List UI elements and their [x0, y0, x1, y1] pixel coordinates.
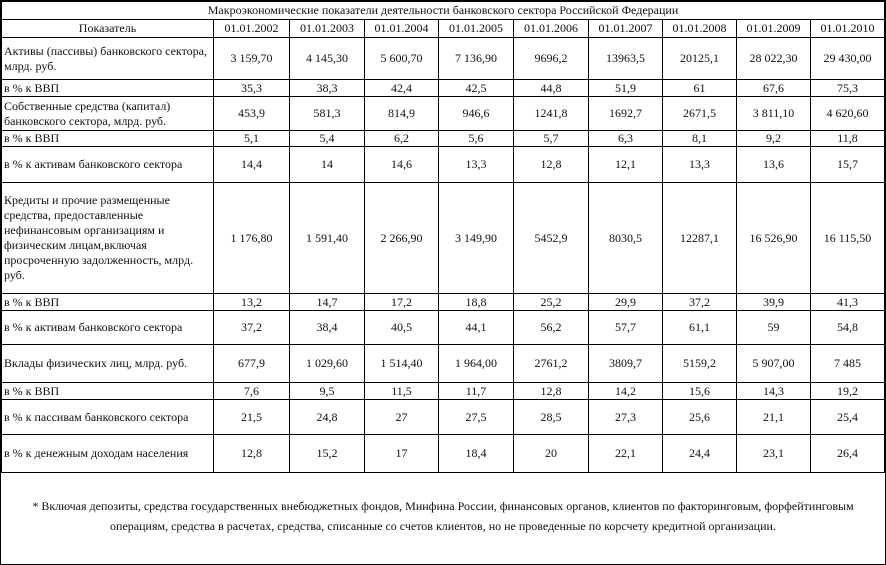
cell-value: 5452,9	[514, 183, 589, 294]
cell-value: 12,8	[514, 383, 589, 400]
table-row	[2, 435, 885, 473]
cell-value: 40,5	[365, 311, 439, 345]
cell-value: 25,6	[663, 400, 737, 435]
cell-value: 14,4	[214, 147, 290, 183]
cell-value: 2 266,90	[365, 183, 439, 294]
cell-value: 42,5	[439, 80, 514, 97]
header-label: Показатель	[2, 20, 214, 38]
row-label: в % к активам банковского сектора	[2, 311, 214, 345]
table-row	[2, 294, 885, 311]
cell-value: 1 591,40	[290, 183, 365, 294]
cell-value: 37,2	[663, 294, 737, 311]
header-date: 01.01.2007	[589, 20, 663, 38]
table-row	[2, 383, 885, 400]
row-label: в % к активам банковского сектора	[2, 147, 214, 183]
cell-value: 11,7	[439, 383, 514, 400]
cell-value: 14,6	[365, 147, 439, 183]
cell-value: 18,8	[439, 294, 514, 311]
row-label: Вклады физических лиц, млрд. руб.	[2, 345, 214, 383]
cell-value: 16 526,90	[737, 183, 811, 294]
cell-value: 28,5	[514, 400, 589, 435]
table-row	[2, 131, 885, 147]
cell-value: 51,9	[589, 80, 663, 97]
cell-value: 21,1	[737, 400, 811, 435]
header-date: 01.01.2008	[663, 20, 737, 38]
cell-value: 27	[365, 400, 439, 435]
cell-value: 2761,2	[514, 345, 589, 383]
cell-value: 5159,2	[663, 345, 737, 383]
row-label: Кредиты и прочие размещенные средства, предоставленные нефинансовым организациям и физическим лицам,включая просроченную задолженность, млрд. руб.	[2, 183, 214, 294]
row-label: в % к ВВП	[2, 383, 214, 400]
cell-value: 67,6	[737, 80, 811, 97]
cell-value: 61	[663, 80, 737, 97]
cell-value: 61,1	[663, 311, 737, 345]
cell-value: 4 145,30	[290, 38, 365, 80]
table-row	[2, 147, 885, 183]
table-row	[2, 80, 885, 97]
cell-value: 5,6	[439, 131, 514, 147]
header-date: 01.01.2004	[365, 20, 439, 38]
cell-value: 38,4	[290, 311, 365, 345]
header-date: 01.01.2005	[439, 20, 514, 38]
cell-value: 6,3	[589, 131, 663, 147]
cell-value: 1241,8	[514, 97, 589, 131]
table-row	[2, 97, 885, 131]
cell-value: 7 485	[811, 345, 885, 383]
cell-value: 56,2	[514, 311, 589, 345]
cell-value: 21,5	[214, 400, 290, 435]
table-row	[2, 183, 885, 294]
header-date: 01.01.2006	[514, 20, 589, 38]
cell-value: 42,4	[365, 80, 439, 97]
cell-value: 24,4	[663, 435, 737, 473]
cell-value: 29,9	[589, 294, 663, 311]
cell-value: 23,1	[737, 435, 811, 473]
cell-value: 946,6	[439, 97, 514, 131]
row-label: в % к ВВП	[2, 131, 214, 147]
cell-value: 11,8	[811, 131, 885, 147]
cell-value: 581,3	[290, 97, 365, 131]
cell-value: 20	[514, 435, 589, 473]
cell-value: 5,1	[214, 131, 290, 147]
cell-value: 13963,5	[589, 38, 663, 80]
row-label: в % к денежным доходам населения	[2, 435, 214, 473]
cell-value: 1 029,60	[290, 345, 365, 383]
cell-value: 677,9	[214, 345, 290, 383]
table-row	[2, 311, 885, 345]
cell-value: 38,3	[290, 80, 365, 97]
cell-value: 814,9	[365, 97, 439, 131]
cell-value: 14,7	[290, 294, 365, 311]
cell-value: 453,9	[214, 97, 290, 131]
cell-value: 1 514,40	[365, 345, 439, 383]
cell-value: 13,3	[439, 147, 514, 183]
header-date: 01.01.2009	[737, 20, 811, 38]
header-date: 01.01.2003	[290, 20, 365, 38]
cell-value: 20125,1	[663, 38, 737, 80]
row-label: в % к ВВП	[2, 294, 214, 311]
row-label: Собственные средства (капитал) банковского сектора, млрд. руб.	[2, 97, 214, 131]
cell-value: 14,3	[737, 383, 811, 400]
cell-value: 28 022,30	[737, 38, 811, 80]
cell-value: 11,5	[365, 383, 439, 400]
cell-value: 18,4	[439, 435, 514, 473]
cell-value: 8030,5	[589, 183, 663, 294]
cell-value: 8,1	[663, 131, 737, 147]
cell-value: 17	[365, 435, 439, 473]
cell-value: 5,4	[290, 131, 365, 147]
cell-value: 24,8	[290, 400, 365, 435]
cell-value: 12287,1	[663, 183, 737, 294]
header-date: 01.01.2002	[214, 20, 290, 38]
cell-value: 39,9	[737, 294, 811, 311]
table-row	[2, 345, 885, 383]
row-label: в % к пассивам банковского сектора	[2, 400, 214, 435]
cell-value: 44,1	[439, 311, 514, 345]
cell-value: 3 159,70	[214, 38, 290, 80]
header-row	[2, 20, 885, 38]
cell-value: 44,8	[514, 80, 589, 97]
cell-value: 5,7	[514, 131, 589, 147]
cell-value: 3809,7	[589, 345, 663, 383]
cell-value: 25,2	[514, 294, 589, 311]
cell-value: 15,7	[811, 147, 885, 183]
table-row	[2, 400, 885, 435]
cell-value: 75,3	[811, 80, 885, 97]
cell-value: 57,7	[589, 311, 663, 345]
table-title: Макроэкономические показатели деятельности банковского сектора Российской Федерации	[2, 2, 885, 20]
cell-value: 2671,5	[663, 97, 737, 131]
cell-value: 15,2	[290, 435, 365, 473]
footnote: * Включая депозиты, средства государственных внебюджетных фондов, Минфина России, финансовых органов, клиентов по факторинговым, форфейтинговым операциям, средства в расчетах, средства, списанные со счетов клиентов, но не проведенные по корсчету кредитной организации.	[32, 499, 854, 533]
cell-value: 9,2	[737, 131, 811, 147]
cell-value: 6,2	[365, 131, 439, 147]
cell-value: 14	[290, 147, 365, 183]
cell-value: 37,2	[214, 311, 290, 345]
cell-value: 12,8	[214, 435, 290, 473]
cell-value: 1692,7	[589, 97, 663, 131]
cell-value: 9,5	[290, 383, 365, 400]
cell-value: 59	[737, 311, 811, 345]
cell-value: 3 811,10	[737, 97, 811, 131]
cell-value: 26,4	[811, 435, 885, 473]
cell-value: 9696,2	[514, 38, 589, 80]
table-row	[2, 38, 885, 80]
cell-value: 41,3	[811, 294, 885, 311]
cell-value: 13,6	[737, 147, 811, 183]
cell-value: 27,3	[589, 400, 663, 435]
cell-value: 4 620,60	[811, 97, 885, 131]
cell-value: 12,8	[514, 147, 589, 183]
cell-value: 35,3	[214, 80, 290, 97]
cell-value: 22,1	[589, 435, 663, 473]
cell-value: 5 907,00	[737, 345, 811, 383]
cell-value: 7,6	[214, 383, 290, 400]
indicators-table	[1, 1, 885, 473]
cell-value: 29 430,00	[811, 38, 885, 80]
cell-value: 15,6	[663, 383, 737, 400]
cell-value: 1 176,80	[214, 183, 290, 294]
cell-value: 13,3	[663, 147, 737, 183]
row-label: Активы (пассивы) банковского сектора, млрд. руб.	[2, 38, 214, 80]
cell-value: 12,1	[589, 147, 663, 183]
cell-value: 27,5	[439, 400, 514, 435]
row-label: в % к ВВП	[2, 80, 214, 97]
cell-value: 1 964,00	[439, 345, 514, 383]
title-row	[2, 2, 885, 20]
cell-value: 54,8	[811, 311, 885, 345]
cell-value: 25,4	[811, 400, 885, 435]
cell-value: 7 136,90	[439, 38, 514, 80]
header-date: 01.01.2010	[811, 20, 885, 38]
cell-value: 5 600,70	[365, 38, 439, 80]
cell-value: 13,2	[214, 294, 290, 311]
cell-value: 3 149,90	[439, 183, 514, 294]
cell-value: 17,2	[365, 294, 439, 311]
cell-value: 16 115,50	[811, 183, 885, 294]
cell-value: 14,2	[589, 383, 663, 400]
cell-value: 19,2	[811, 383, 885, 400]
